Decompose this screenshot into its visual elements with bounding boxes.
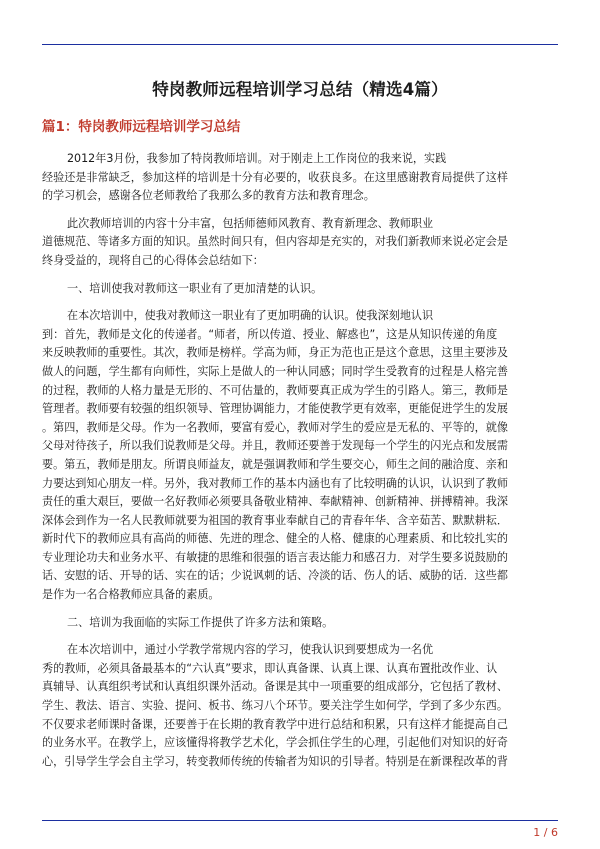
text-line: 2012年3月份，我参加了特岗教师培训。对于刚走上工作岗位的我来说，实践 bbox=[67, 152, 447, 165]
text-line: 经验还是非常缺乏，参加这样的培训是十分有必要的，收获良多。在这里感谢教育局提供了这样 bbox=[42, 170, 508, 184]
text-line: 在本次培训中，使我对教师这一职业有了更加明确的认识。使我深刻地认识 bbox=[67, 309, 434, 323]
text-line: 责任的重大艰巨，要做一名好教师必须要具备敬业精神、奉献精神、创新精神、拼搏精神。我深 bbox=[42, 495, 508, 509]
text-line: 的学习机会，感谢各位老师教给了我那么多的教育方法和教育理念。 bbox=[42, 189, 375, 203]
text-line: 学生、教法、语言、实验、提问、板书、练习八个环节。要关注学生如何学，学到了多少东西。 bbox=[42, 699, 508, 713]
header-rule bbox=[42, 44, 558, 45]
text-line: 不仅要求老师课时备课，还要善于在长期的教育教学中进行总结和积累，只有这样才能提高自己 bbox=[42, 717, 508, 731]
footer-rule bbox=[42, 820, 558, 821]
text-line: 话、安慰的话、开导的话、实在的话；少说讽刺的话、冷淡的话、伤人的话、威胁的话．这些都 bbox=[42, 569, 508, 583]
text-line: 道德规范、等诸多方面的知识。虽然时间只有，但内容却是充实的，对我们新教师来说必定会是 bbox=[42, 235, 508, 249]
document-body bbox=[42, 150, 558, 780]
text-line: 专业理论功夫和业务水平、有敏捷的思维和很强的语言表达能力和感召力．对学生要多说鼓励的 bbox=[42, 550, 508, 564]
paragraph bbox=[42, 641, 558, 771]
text-line: 管理者。教师要有较强的组织领导、管理协调能力，才能使教学更有效率，更能促进学生的发展 bbox=[42, 402, 508, 416]
text-line: 终身受益的，现将自己的心得体会总结如下： bbox=[42, 253, 264, 267]
text-line: 在本次培训中，通过小学教学常规内容的学习，使我认识到要想成为一名优 bbox=[67, 643, 434, 657]
text-line: 要。第五，教师是朋友。所谓良师益友，就是强调教师和学生要交心，师生之间的融洽度、亲和 bbox=[42, 457, 508, 471]
text-line: 二、培训为我面临的实际工作提供了许多方法和策略。 bbox=[67, 615, 334, 629]
paragraph bbox=[42, 150, 558, 206]
text-line: 新时代下的教师应具有高尚的师德、先进的理念、健全的人格、健康的心理素质、和比较扎实的 bbox=[42, 532, 508, 546]
text-line: 来反映教师的重要性。其次，教师是榜样。学高为师，身正为范也正是这个意思，这里主要涉及 bbox=[42, 346, 508, 360]
paragraph-heading bbox=[42, 280, 558, 299]
text-line: 深体会到作为一名人民教师就要为祖国的教育事业奉献自己的青春年华、含辛茹苦、默默耕耘． bbox=[42, 513, 508, 527]
text-line: 真辅导、认真组织考试和认真组织课外活动。备课是其中一项重要的组成部分，它包括了教材、 bbox=[42, 680, 508, 694]
text-line: 的业务水平。在教学上，应该懂得将教学艺术化，学会抓住学生的心理，引起他们对知识的好奇 bbox=[42, 736, 508, 750]
text-line: 是作为一名合格教师应具备的素质。 bbox=[42, 588, 220, 602]
paragraph-heading bbox=[42, 614, 558, 633]
paragraph bbox=[42, 307, 558, 605]
section-heading: 篇1：特岗教师远程培训学习总结 bbox=[42, 119, 241, 135]
document-title: 特岗教师远程培训学习总结（精选4篇） bbox=[152, 80, 448, 99]
text-line: 秀的教师，必须具备最基本的“六认真”要求，即认真备课、认真上课、认真布置批改作业、认 bbox=[42, 661, 498, 675]
text-line: 的过程，教师的人格力量是无形的、不可估量的，教师要真正成为学生的引路人。第三，教师是 bbox=[42, 383, 508, 397]
paragraph bbox=[42, 215, 558, 271]
text-line: 做人的问题，学生都有向师性，实际上是做人的一种认同感；同时学生受教育的过程是人格完善 bbox=[42, 364, 508, 378]
text-line: 到：首先，教师是文化的传递者。“师者，所以传道、授业、解惑也”，这是从知识传递的角度 bbox=[42, 327, 498, 341]
text-line: 父母对待孩子，所以我们说教师是父母。并且，教师还要善于发现每一个学生的闪光点和发展需 bbox=[42, 439, 508, 453]
text-line: 此次教师培训的内容十分丰富，包括师德师风教育、教育新理念、教师职业 bbox=[67, 216, 434, 230]
text-line: 一、培训使我对教师这一职业有了更加清楚的认识。 bbox=[67, 281, 323, 295]
text-line: 力要达到知心朋友一样。另外，我对教师工作的基本内涵也有了比较明确的认识，认识到了教师 bbox=[42, 476, 508, 490]
text-line: 。第四，教师是父母。作为一名教师，要富有爱心，教师对学生的爱应是无私的、平等的，就像 bbox=[42, 420, 508, 434]
page-number: 1 / 6 bbox=[533, 826, 558, 839]
text-line: 心，引导学生学会自主学习，转变教师传统的传输者为知识的引导者。特别是在新课程改革的背 bbox=[42, 754, 508, 768]
